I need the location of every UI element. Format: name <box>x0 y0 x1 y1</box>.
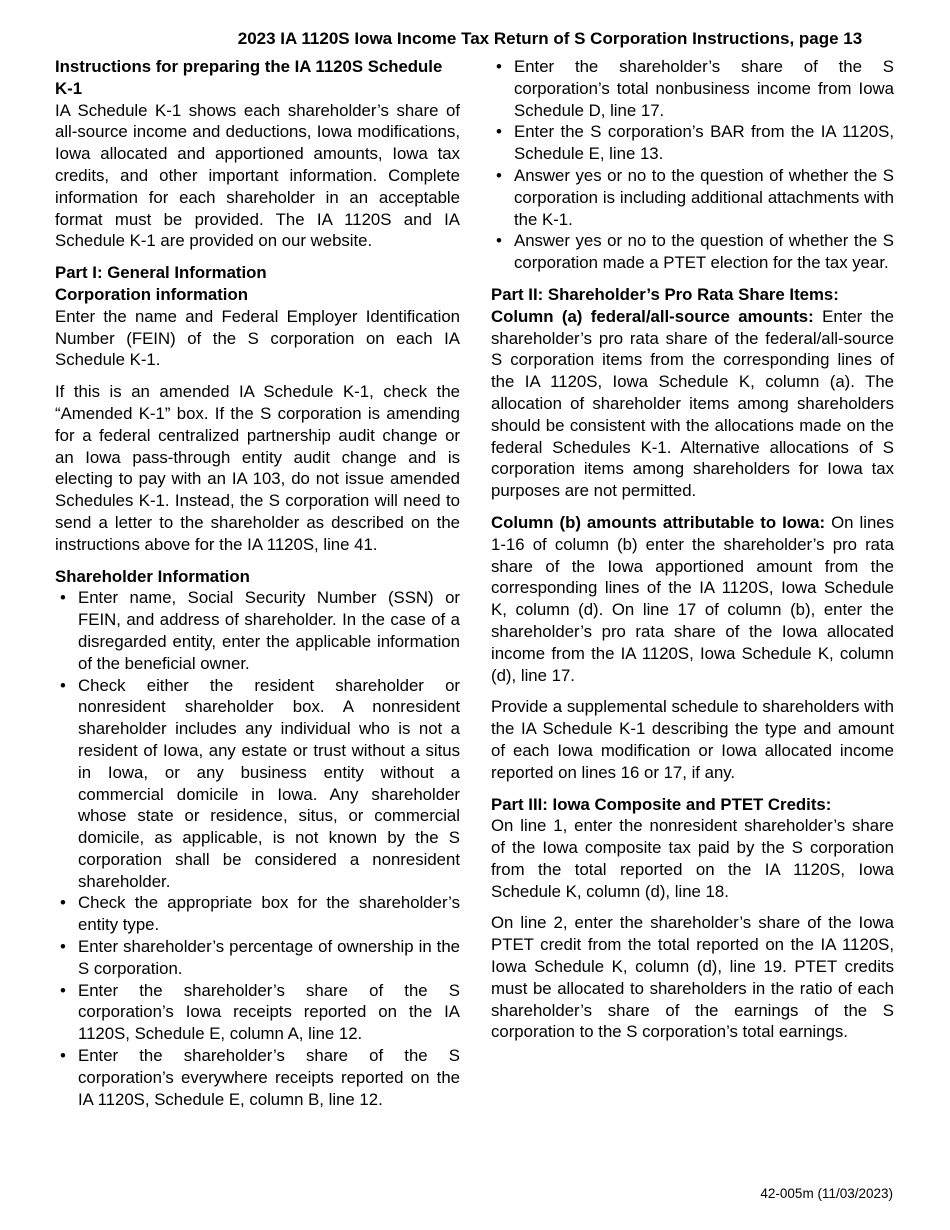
heading-instructions-schedule-k1: Instructions for preparing the IA 1120S Schedule K-1 <box>55 57 443 98</box>
bullet-icon: • <box>60 1046 66 1066</box>
column-b-lead: Column (b) amounts attributable to Iowa: <box>491 512 826 532</box>
part1-heading-block <box>55 262 460 306</box>
shareholder-bullet-list-continued <box>491 56 894 274</box>
list-item-text: Answer yes or no to the question of whether the S corporation is including additional attachments with the K-1. <box>514 165 894 229</box>
list-item-text: Enter the shareholder’s share of the S corporation’s total nonbusiness income from Iowa Schedule D, line 17. <box>514 57 894 120</box>
document-title: 2023 IA 1120S Iowa Income Tax Return of S Corporation Instructions, page 13 <box>237 29 863 48</box>
column-a-paragraph <box>491 306 894 502</box>
list-item-text: Check either the resident shareholder or nonresident shareholder box. A nonresident shareholder includes any individual who is not a resident of Iowa, any estate or trust without a situs in Iowa, or any business entity without a commercial domicile in Iowa. Any shareholder whose state or residence, situs, or commercial domicile, as applicable, is not known by the S corporation shall be considered a nonresident shareholder. <box>78 675 460 891</box>
list-item-text: Enter shareholder’s percentage of ownership in the S corporation. <box>78 937 460 978</box>
supplemental-schedule-paragraph: Provide a supplemental schedule to shareholders with the IA Schedule K-1 describing the type and amount of each Iowa modification or Iowa allocated income reported on lines 16 or 17, if any. <box>491 697 894 782</box>
list-item-text: Enter the S corporation’s BAR from the IA 1120S, Schedule E, line 13. <box>514 122 894 164</box>
list-item-text: Enter the shareholder’s share of the S corporation’s everywhere receipts reported on the IA 1120S, Schedule E, column B, line 12. <box>78 1046 460 1109</box>
column-a-text: Enter the shareholder’s pro rata share of the federal/all-source S corporation items from the corresponding lines of the IA 1120S, Iowa Schedule K, column (a). The allocation of shareholder items among shareholders should be consistent with the allocations made on the federal Schedules K-1. Alternative allocations of S corporation items among shareholders for Iowa tax purposes are not permitted. <box>491 306 894 501</box>
list-item-text: Answer yes or no to the question of whether the S corporation made a PTET election for the tax year. <box>514 231 894 273</box>
bullet-icon: • <box>496 231 502 251</box>
bullet-icon: • <box>496 57 502 76</box>
list-item <box>491 121 894 165</box>
bullet-icon: • <box>496 165 502 185</box>
bullet-icon: • <box>60 675 66 695</box>
heading-part1: Part I: General Information <box>55 263 267 283</box>
bullet-icon: • <box>60 588 66 608</box>
list-item-text: Enter name, Social Security Number (SSN) or FEIN, and address of shareholder. In the case of a disregarded entity, enter the applicable information of the beneficial owner. <box>78 588 460 673</box>
column-gap <box>460 56 491 1110</box>
list-item <box>55 980 460 1045</box>
list-item <box>491 230 894 274</box>
amended-k1-paragraph: If this is an amended IA Schedule K-1, check the “Amended K-1” box. If the S corporation is amending for a federal centralized partnership audit change or an Iowa pass-through entity audit change and is electing to pay with an IA 103, do not issue amended Schedules K-1. Instead, the S corporation will need to send a letter to the shareholder as described on the instructions above for the IA 1120S, line 41. <box>55 382 460 554</box>
list-item <box>55 936 460 980</box>
column-b-paragraph <box>491 512 894 686</box>
shareholder-bullet-list <box>55 587 460 1110</box>
heading-shareholder-information: Shareholder Information <box>55 566 250 586</box>
list-item <box>55 892 460 936</box>
list-item <box>55 675 460 893</box>
column-b-text: On lines 1-16 of column (b) enter the shareholder’s pro rata share of the Iowa apportioned amount from the corresponding lines of the IA 1120S, Iowa Schedule K, column (d). On line 17 of column (b), enter the shareholder’s pro rata share of the Iowa allocated income from the IA 1120S, Iowa Schedule K, column (d), line 17. <box>491 512 894 685</box>
bullet-icon: • <box>60 893 66 913</box>
bullet-icon: • <box>496 122 502 142</box>
list-item <box>491 56 894 121</box>
page-footer <box>760 1186 893 1202</box>
bullet-icon: • <box>60 980 66 1000</box>
list-item <box>491 165 894 230</box>
list-item-text: Enter the shareholder’s share of the S corporation’s Iowa receipts reported on the IA 1120S, Schedule E, column A, line 12. <box>78 980 460 1044</box>
two-column-body <box>0 56 950 1110</box>
list-item-text: Check the appropriate box for the shareholder’s entity type. <box>78 893 460 935</box>
right-column <box>491 56 894 1110</box>
heading-part2: Part II: Shareholder’s Pro Rata Share Items: <box>491 284 839 304</box>
corporation-info-paragraph: Enter the name and Federal Employer Identification Number (FEIN) of the S corporation on each IA Schedule K-1. <box>55 306 460 370</box>
form-number: 42-005m (11/03/2023) <box>760 1186 893 1201</box>
left-column <box>55 56 460 1110</box>
list-item <box>55 1045 460 1110</box>
intro-paragraph: IA Schedule K-1 shows each shareholder’s share of all-source income and deductions, Iowa modifications, Iowa allocated and apportioned amounts, Iowa tax credits, and other important information. Complete information for each shareholder in an acceptable format must be provided. The IA 1120S and IA Schedule K-1 are provided on our website. <box>55 100 460 251</box>
column-a-lead: Column (a) federal/all-source amounts: <box>491 306 814 326</box>
page-header <box>0 28 950 50</box>
heading-part3: Part III: Iowa Composite and PTET Credits: <box>491 794 832 814</box>
bullet-icon: • <box>60 937 66 957</box>
composite-tax-line1-paragraph: On line 1, enter the nonresident shareholder’s share of the Iowa composite tax paid by the S corporation from the total reported on the IA 1120S, Iowa Schedule K, column (d), line 18. <box>491 816 894 901</box>
list-item <box>55 587 460 674</box>
ptet-credit-line2-paragraph: On line 2, enter the shareholder’s share of the Iowa PTET credit from the total reported on the IA 1120S, Iowa Schedule K, column (d), line 19. PTET credits must be allocated to shareholders in the ratio of each shareholder’s share of the earnings of the S corporation to the S corporation’s total earnings. <box>491 913 894 1042</box>
heading-corporation-information: Corporation information <box>55 284 248 304</box>
